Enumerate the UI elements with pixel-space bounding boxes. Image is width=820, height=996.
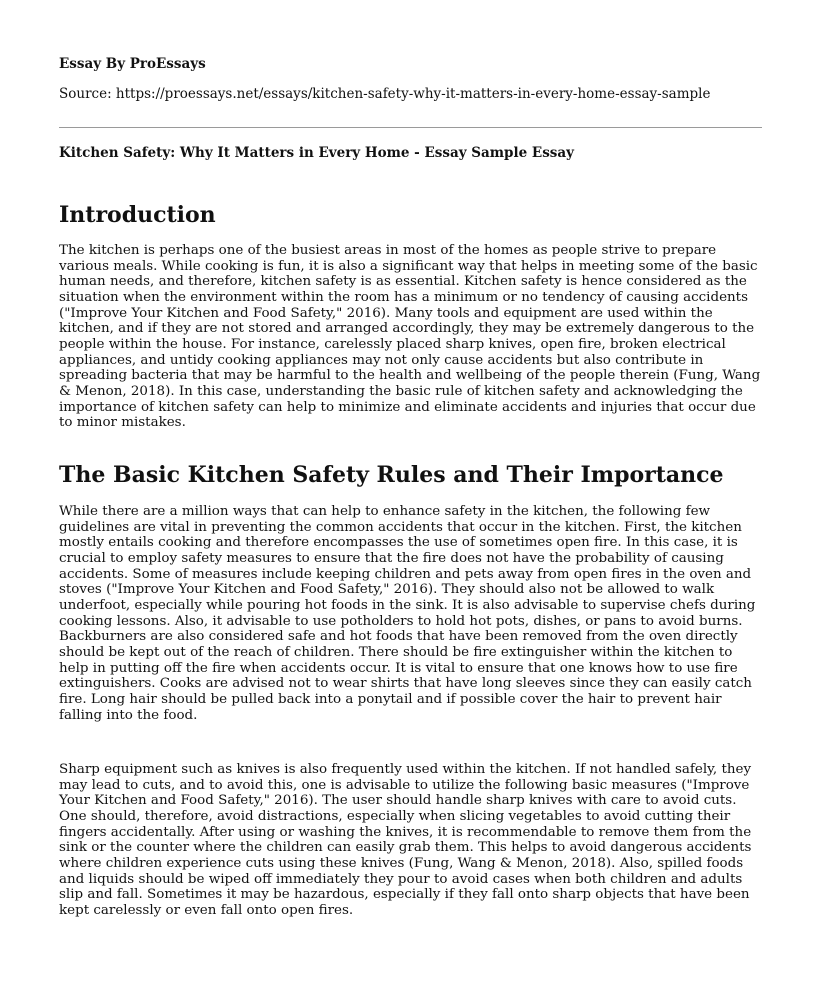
paragraph-fire-safety: While there are a million ways that can help to enhance safety in the kitchen, the following few guidelines are vital in preventing the common accidents that occur in the kitchen. First, the kitchen mostly entails cooking and therefore encompasses the use of sometimes open fire. In this case, it is crucial to employ safety measures to ensure that the fire does not have the probability of causing accidents. Some of measures include keeping children and pets away from open fires in the oven and stoves ("Improve Your Kitchen and Food Safety," 2016). They should also not be allowed to walk underfoot, especially while pouring hot foods in the sink. It is also advisable to supervise chefs during cooking lessons. Also, it advisable to use potholders to hold hot pots, dishes, or pans to avoid burns. Backburners are also considered safe and hot foods that have been removed from the oven directly should be kept out of the reach of children. There should be fire extinguisher within the kitchen to help in putting off the fire when accidents occur. It is vital to ensure that one knows how to use fire extinguishers. Cooks are advised not to wear shirts that have long sleeves since they can easily catch fire. Long hair should be pulled back into a ponytail and if possible cover the hair to prevent hair falling into the food.: [59, 504, 756, 723]
section-heading-introduction: Introduction: [59, 202, 216, 228]
paragraph-sharp-equipment: Sharp equipment such as knives is also frequently used within the kitchen. If not handled safely, they may lead to cuts, and to avoid this, one is advisable to utilize the following basic measures ("Improve Your Kitchen and Food Safety," 2016). The user should handle sharp knives with care to avoid cuts. One should, therefore, avoid distractions, especially when slicing vegetables to avoid cutting their fingers accidentally. After using or washing the knives, it is recommendable to remove them from the sink or the counter where the children can easily grab them. This helps to avoid dangerous accidents where children experience cuts using these knives (Fung, Wang & Menon, 2018). Also, spilled foods and liquids should be wiped off immediately they pour to avoid cases when both children and adults slip and fall. Sometimes it may be hazardous, especially if they fall onto sharp objects that have been kept carelessly or even fall onto open fires.: [59, 762, 752, 918]
paragraph-introduction: The kitchen is perhaps one of the busiest areas in most of the homes as people strive to prepare various meals. While cooking is fun, it is also a significant way that helps in meeting some of the basic human needs, and therefore, kitchen safety is as essential. Kitchen safety is hence considered as the situation when the environment within the room has a minimum or no tendency of causing accidents ("Improve Your Kitchen and Food Safety," 2016). Many tools and equipment are used within the kitchen, and if they are not stored and arranged accordingly, they may be extremely dangerous to the people within the house. For instance, carelessly placed sharp knives, open fire, broken electrical appliances, and untidy cooking appliances may not only cause accidents but also contribute in spreading bacteria that may be harmful to the health and wellbeing of the people therein (Fung, Wang & Menon, 2018). In this case, understanding the basic rule of kitchen safety and acknowledging the importance of kitchen safety can help to minimize and eliminate accidents and injuries that occur due to minor mistakes.: [59, 243, 761, 431]
essay-title: Kitchen Safety: Why It Matters in Every Home - Essay Sample Essay: [59, 145, 574, 161]
brand-label: Essay By ProEssays: [59, 56, 206, 72]
source-line: Source: https://proessays.net/essays/kitchen-safety-why-it-matters-in-every-home-essay-sample: [59, 86, 711, 102]
section-heading-safety-rules: The Basic Kitchen Safety Rules and Their Importance: [59, 462, 724, 488]
header-divider: [59, 127, 762, 128]
